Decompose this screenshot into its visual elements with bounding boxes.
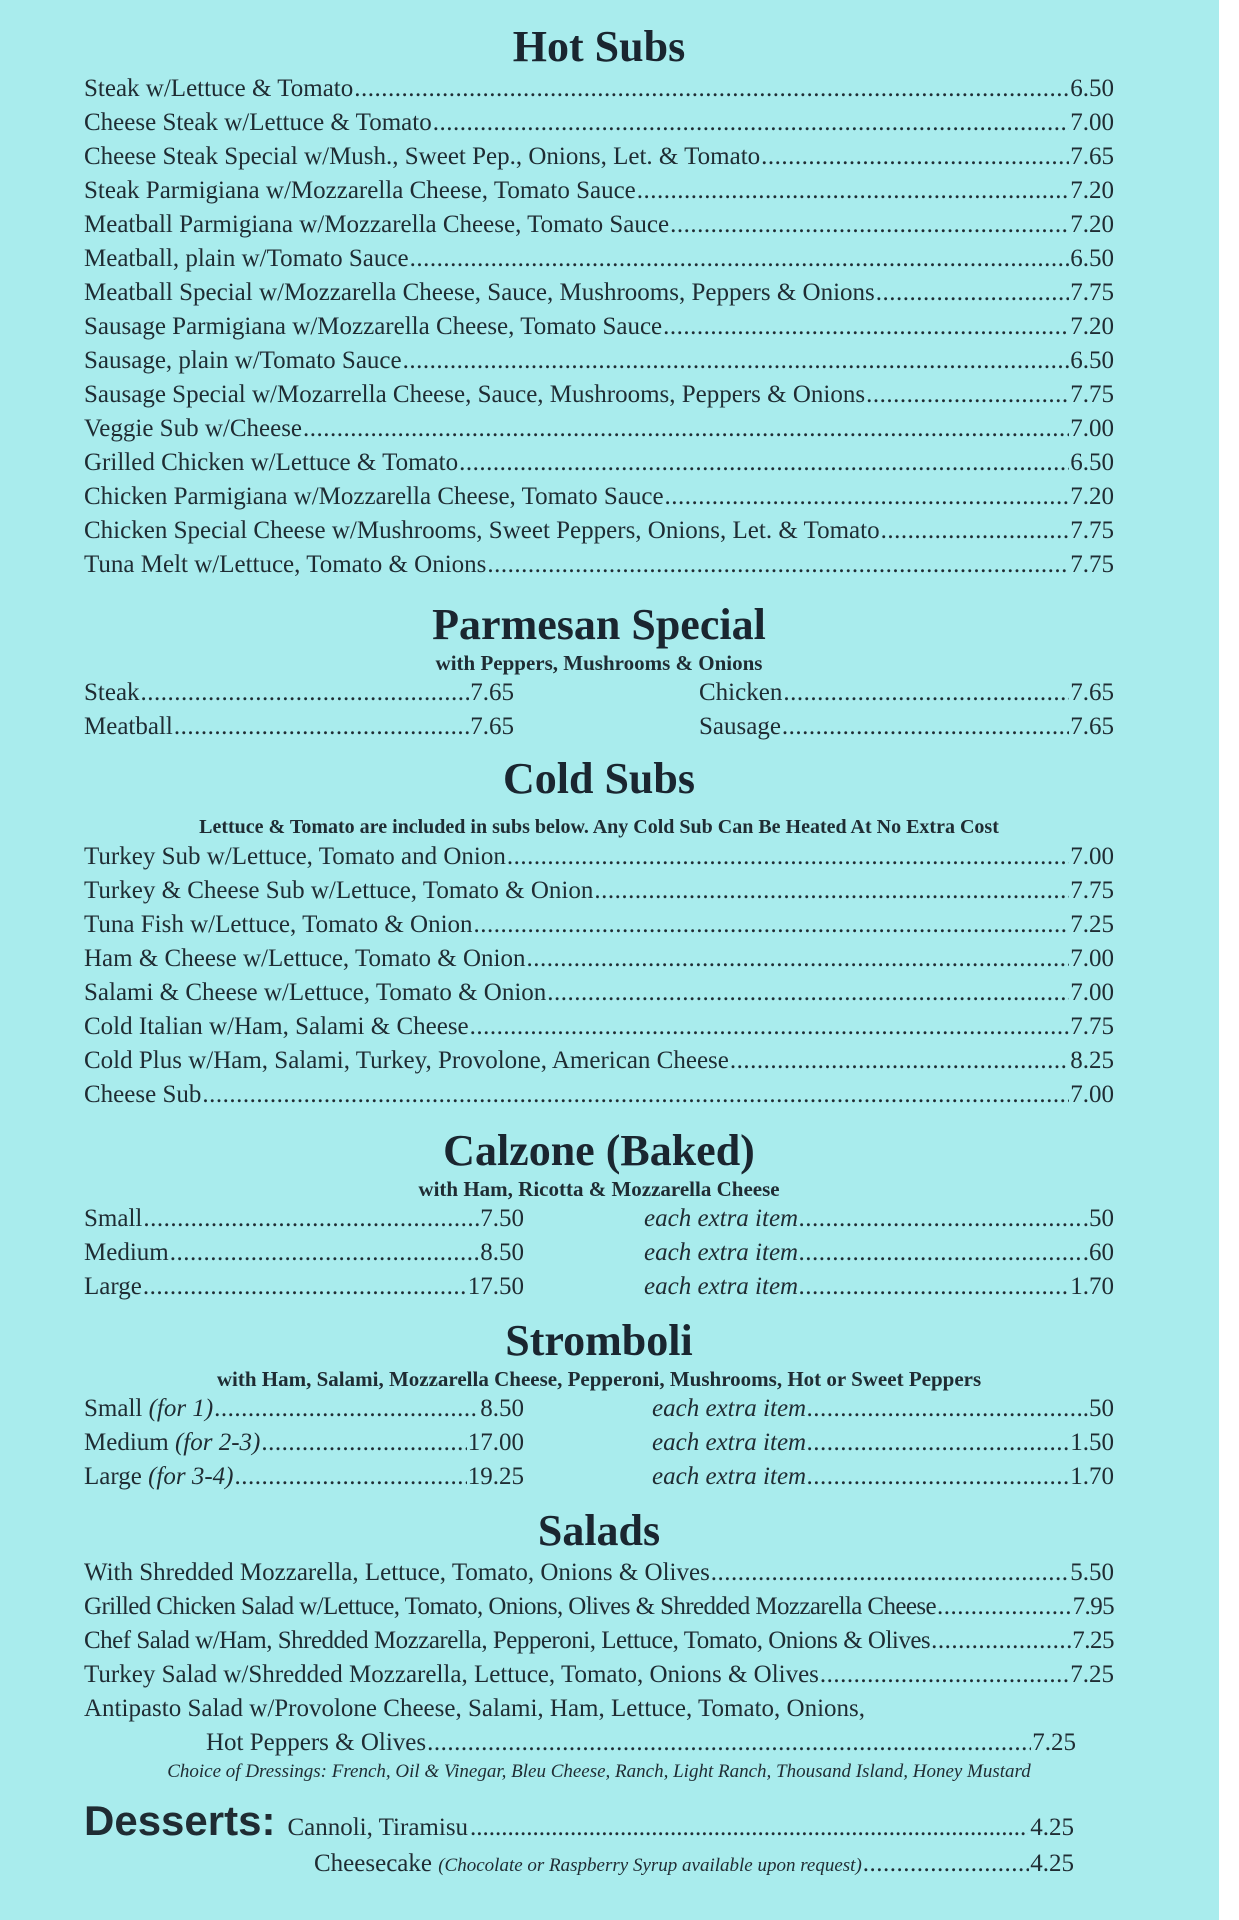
menu-item — [84, 208, 1114, 242]
item-name: Salami & Cheese w/Lettuce, Tomato & Onion — [84, 979, 547, 1006]
leader-dots — [799, 1202, 1082, 1236]
item-name: Cheese Steak w/Lettuce & Tomato — [84, 109, 432, 136]
hot-subs-list — [84, 72, 1114, 582]
leader-dots — [881, 514, 1070, 548]
menu-item — [84, 140, 1114, 174]
menu-item — [84, 1590, 1114, 1624]
menu-page — [84, 22, 1114, 1883]
dessert-note: (Chocolate or Raspberry Syrup available upon request) — [438, 1855, 862, 1876]
leader-dots — [143, 1270, 467, 1304]
parmesan-special-subtitle: with Peppers, Mushrooms & Onions — [435, 651, 763, 675]
item-name: Turkey & Cheese Sub w/Lettuce, Tomato & Onion — [84, 877, 594, 904]
leader-dots — [410, 242, 1070, 276]
menu-item — [84, 72, 1114, 106]
item-name: Antipasto Salad w/Provolone Cheese, Salami, Ham, Lettuce, Tomato, Onions, — [84, 1695, 865, 1722]
menu-item — [84, 1078, 1114, 1112]
item-price: 7.75 — [1070, 381, 1114, 408]
item-name: each extra item — [652, 1395, 807, 1422]
item-price: 7.65 — [470, 679, 514, 706]
desserts-row-2 — [314, 1847, 1074, 1883]
leader-dots — [937, 1590, 1072, 1624]
size-label: Medium — [84, 1429, 169, 1456]
item-price: 7.20 — [1070, 483, 1114, 510]
item-name: Cold Plus w/Ham, Salami, Turkey, Provolone, American Cheese — [84, 1047, 729, 1074]
menu-item — [84, 1426, 524, 1460]
item-price: 7.65 — [1070, 143, 1114, 170]
menu-item — [84, 378, 1114, 412]
leader-dots — [474, 908, 1070, 942]
item-price: 8.25 — [1070, 1047, 1114, 1074]
item-price: .50 — [1082, 1205, 1114, 1232]
item-price: 7.00 — [1070, 843, 1114, 870]
menu-item — [84, 676, 514, 710]
item-name: Sausage, plain w/Tomato Sauce — [84, 347, 402, 374]
item-price: 6.50 — [1070, 245, 1114, 272]
item-price: 6.50 — [1070, 347, 1114, 374]
item-name: With Shredded Mozzarella, Lettuce, Tomato, Onions & Olives — [84, 1559, 710, 1586]
item-price: 7.25 — [1070, 1661, 1114, 1688]
item-price: 7.00 — [1070, 979, 1114, 1006]
cold-subs-subtitle: Lettuce & Tomato are included in subs below. Any Cold Sub Can Be Heated At No Extra Cost — [199, 816, 999, 838]
antipasto-line-1 — [84, 1692, 1114, 1726]
leader-dots — [170, 1236, 480, 1270]
leader-dots — [711, 1556, 1069, 1590]
leader-dots — [594, 874, 1069, 908]
menu-item — [84, 874, 1114, 908]
item-price: 7.65 — [470, 713, 514, 740]
leader-dots — [866, 378, 1069, 412]
item-name: Tuna Melt w/Lettuce, Tomato & Onions — [84, 551, 487, 578]
item-name: Meatball Special w/Mozzarella Cheese, Sauce, Mushrooms, Peppers & Onions — [84, 279, 875, 306]
calzone-grid — [84, 1202, 1114, 1304]
dessert-item-2: Cheesecake — [314, 1850, 432, 1877]
menu-item — [84, 1460, 524, 1494]
item-name: Steak — [84, 679, 140, 706]
leader-dots — [433, 106, 1070, 140]
item-price: 7.50 — [480, 1205, 524, 1232]
leader-dots — [214, 1392, 479, 1426]
cold-subs-title: Cold Subs — [502, 754, 695, 803]
item-price: 7.75 — [1070, 877, 1114, 904]
item-name: Hot Peppers & Olives — [206, 1729, 427, 1756]
item-price: 7.65 — [1070, 713, 1114, 740]
item-price: 5.50 — [1070, 1559, 1114, 1586]
item-price: .50 — [1082, 1395, 1114, 1422]
size-qualifier: (for 1) — [148, 1395, 214, 1422]
salads-title: Salads — [537, 1506, 661, 1555]
item-name: each extra item — [644, 1239, 799, 1266]
leader-dots — [470, 1809, 1028, 1847]
leader-dots — [783, 676, 1069, 710]
leader-dots — [807, 1392, 1082, 1426]
menu-item — [84, 446, 1114, 480]
item-name: Small — [84, 1205, 143, 1232]
item-name: Cold Italian w/Ham, Salami & Cheese — [84, 1013, 469, 1040]
item-name: Meatball, plain w/Tomato Sauce — [84, 245, 409, 272]
calzone-right-col — [644, 1202, 1114, 1304]
leader-dots — [235, 1460, 467, 1494]
item-price: 7.75 — [1070, 279, 1114, 306]
item-price: 7.00 — [1070, 415, 1114, 442]
size-label: Small — [84, 1395, 143, 1422]
item-name: Cheese Steak Special w/Mush., Sweet Pep., Onions, Let. & Tomato — [84, 143, 761, 170]
stromboli-subtitle: with Ham, Salami, Mozzarella Cheese, Pepperoni, Mushrooms, Hot or Sweet Peppers — [216, 1367, 982, 1391]
leader-dots — [670, 208, 1069, 242]
item-name: Sausage Special w/Mozarrella Cheese, Sauce, Mushrooms, Peppers & Onions — [84, 381, 866, 408]
leader-dots — [665, 480, 1070, 514]
menu-item — [84, 710, 514, 744]
menu-item — [644, 1236, 1114, 1270]
item-name: Sausage Parmigiana w/Mozzarella Cheese, Tomato Sauce — [84, 313, 663, 340]
leader-dots — [730, 1044, 1069, 1078]
menu-item — [84, 514, 1114, 548]
leader-dots — [820, 1658, 1069, 1692]
leader-dots — [174, 710, 469, 744]
item-price: 1.50 — [1070, 1429, 1114, 1456]
item-price: 7.75 — [1070, 517, 1114, 544]
calzone-title: Calzone (Baked) — [443, 1126, 755, 1175]
leader-dots — [143, 1202, 479, 1236]
item-price: 7.75 — [1070, 1013, 1114, 1040]
size-label: Large — [84, 1463, 142, 1490]
item-price: 7.25 — [1032, 1729, 1076, 1756]
size-qualifier: (for 2-3) — [174, 1429, 261, 1456]
menu-item — [84, 276, 1114, 310]
salads-list — [84, 1556, 1114, 1784]
leader-dots — [799, 1270, 1069, 1304]
item-name: Cheese Sub — [84, 1081, 202, 1108]
leader-dots — [931, 1624, 1071, 1658]
menu-item — [84, 1270, 524, 1304]
dressings-note: Choice of Dressings: French, Oil & Vinegar, Bleu Cheese, Ranch, Light Ranch, Thousand Island, Honey Mustard — [167, 1761, 1031, 1782]
item-price: 1.70 — [1070, 1273, 1114, 1300]
item-price: 7.20 — [1070, 313, 1114, 340]
parmesan-special-title: Parmesan Special — [432, 600, 766, 649]
menu-item — [84, 976, 1114, 1010]
item-price: 7.65 — [1070, 679, 1114, 706]
menu-item — [699, 676, 1114, 710]
leader-dots — [354, 72, 1069, 106]
item-price: 7.00 — [1070, 945, 1114, 972]
parmesan-grid — [84, 676, 1114, 744]
item-name: Meatball Parmigiana w/Mozzarella Cheese, Tomato Sauce — [84, 211, 670, 238]
menu-item — [84, 1044, 1114, 1078]
menu-item — [84, 1556, 1114, 1590]
leader-dots — [807, 1460, 1069, 1494]
menu-item — [84, 908, 1114, 942]
stromboli-title: Stromboli — [505, 1316, 693, 1365]
item-name: Medium — [84, 1239, 169, 1266]
leader-dots — [202, 1078, 1069, 1112]
desserts-title: Desserts: — [84, 1797, 276, 1844]
item-price: 7.75 — [1070, 551, 1114, 578]
item-price: 7.20 — [1070, 177, 1114, 204]
dessert-item-1: Cannoli, Tiramisu — [287, 1814, 469, 1841]
menu-item — [84, 106, 1114, 140]
item-price: 8.50 — [480, 1395, 524, 1422]
parmesan-left-col — [84, 676, 514, 744]
leader-dots — [487, 548, 1069, 582]
leader-dots — [761, 140, 1069, 174]
item-name: Tuna Fish w/Lettuce, Tomato & Onion — [84, 911, 473, 938]
item-price: 7.20 — [1070, 211, 1114, 238]
menu-item — [84, 1624, 1114, 1658]
item-name: Chicken Special Cheese w/Mushrooms, Sweet Peppers, Onions, Let. & Tomato — [84, 517, 880, 544]
calzone-left-col — [84, 1202, 524, 1304]
menu-item — [84, 1658, 1114, 1692]
menu-item — [699, 710, 1114, 744]
menu-item — [644, 1202, 1114, 1236]
dessert-price-2: 4.25 — [1030, 1850, 1074, 1877]
item-name: Chicken Parmigiana w/Mozzarella Cheese, Tomato Sauce — [84, 483, 664, 510]
menu-item — [652, 1392, 1114, 1426]
item-name: Turkey Salad w/Shredded Mozzarella, Lettuce, Tomato, Onions & Olives — [84, 1661, 819, 1688]
menu-item — [84, 242, 1114, 276]
leader-dots — [782, 710, 1069, 744]
page-edge — [1219, 0, 1239, 1920]
leader-dots — [876, 276, 1069, 310]
leader-dots — [807, 1426, 1069, 1460]
item-price: 6.50 — [1070, 75, 1114, 102]
menu-item — [84, 344, 1114, 378]
stromboli-left-col — [84, 1392, 524, 1494]
item-price: 7.25 — [1070, 911, 1114, 938]
item-price: 6.50 — [1070, 449, 1114, 476]
leader-dots — [470, 1010, 1070, 1044]
menu-item — [84, 310, 1114, 344]
item-name: Turkey Sub w/Lettuce, Tomato and Onion — [84, 843, 506, 870]
leader-dots — [526, 942, 1069, 976]
leader-dots — [261, 1426, 466, 1460]
item-name: Steak w/Lettuce & Tomato — [84, 75, 354, 102]
menu-item — [84, 480, 1114, 514]
parmesan-right-col — [699, 676, 1114, 744]
item-price: 17.00 — [467, 1429, 524, 1456]
item-price: .60 — [1082, 1239, 1114, 1266]
menu-item — [652, 1426, 1114, 1460]
stromboli-right-col — [652, 1392, 1114, 1494]
leader-dots — [863, 1847, 1029, 1881]
desserts-row-1 — [84, 1797, 1074, 1847]
menu-item — [84, 412, 1114, 446]
item-name: each extra item — [644, 1205, 799, 1232]
calzone-subtitle: with Ham, Ricotta & Mozzarella Cheese — [418, 1177, 780, 1201]
menu-item — [84, 1010, 1114, 1044]
item-price: 7.25 — [1072, 1627, 1114, 1654]
leader-dots — [663, 310, 1069, 344]
leader-dots — [459, 446, 1069, 480]
item-name — [84, 1426, 260, 1460]
item-name: each extra item — [652, 1429, 807, 1456]
item-name: Grilled Chicken w/Lettuce & Tomato — [84, 449, 459, 476]
item-name: Chicken — [699, 679, 783, 706]
item-price: 7.95 — [1072, 1593, 1114, 1620]
size-qualifier: (for 3-4) — [148, 1463, 234, 1490]
menu-item — [84, 174, 1114, 208]
leader-dots — [799, 1236, 1082, 1270]
item-name — [314, 1847, 862, 1883]
menu-item — [84, 840, 1114, 874]
antipasto-line-2 — [84, 1726, 1076, 1760]
menu-item — [652, 1460, 1114, 1494]
menu-item — [644, 1270, 1114, 1304]
menu-item — [84, 942, 1114, 976]
cold-subs-list — [84, 840, 1114, 1112]
menu-item — [84, 548, 1114, 582]
menu-item — [84, 1236, 524, 1270]
item-name: each extra item — [644, 1273, 799, 1300]
item-name: each extra item — [652, 1463, 807, 1490]
item-name: Steak Parmigiana w/Mozzarella Cheese, Tomato Sauce — [84, 177, 636, 204]
menu-item — [84, 1392, 524, 1426]
item-price: 7.00 — [1070, 109, 1114, 136]
stromboli-grid — [84, 1392, 1114, 1494]
item-name: Large — [84, 1273, 142, 1300]
leader-dots — [303, 412, 1069, 446]
leader-dots — [637, 174, 1069, 208]
leader-dots — [403, 344, 1070, 378]
item-name: Chef Salad w/Ham, Shredded Mozzarella, Pepperoni, Lettuce, Tomato, Onions & Olives — [84, 1627, 931, 1654]
item-name: Veggie Sub w/Cheese — [84, 415, 303, 442]
dessert-price-1: 4.25 — [1030, 1814, 1074, 1841]
leader-dots — [141, 676, 470, 710]
menu-item — [84, 1202, 524, 1236]
item-price: 8.50 — [480, 1239, 524, 1266]
hot-subs-title: Hot Subs — [512, 22, 686, 71]
leader-dots — [547, 976, 1069, 1010]
item-name — [84, 1460, 234, 1494]
item-price: 19.25 — [467, 1463, 524, 1490]
leader-dots — [507, 840, 1069, 874]
leader-dots — [427, 1726, 1031, 1760]
item-name: Sausage — [699, 713, 781, 740]
item-name: Meatball — [84, 713, 173, 740]
item-price: 1.70 — [1070, 1463, 1114, 1490]
item-price: 17.50 — [467, 1273, 524, 1300]
item-name: Ham & Cheese w/Lettuce, Tomato & Onion — [84, 945, 526, 972]
item-price: 7.00 — [1070, 1081, 1114, 1108]
item-name — [84, 1392, 213, 1426]
item-name: Grilled Chicken Salad w/Lettuce, Tomato, Onions, Olives & Shredded Mozzarella Cheese — [84, 1593, 937, 1620]
